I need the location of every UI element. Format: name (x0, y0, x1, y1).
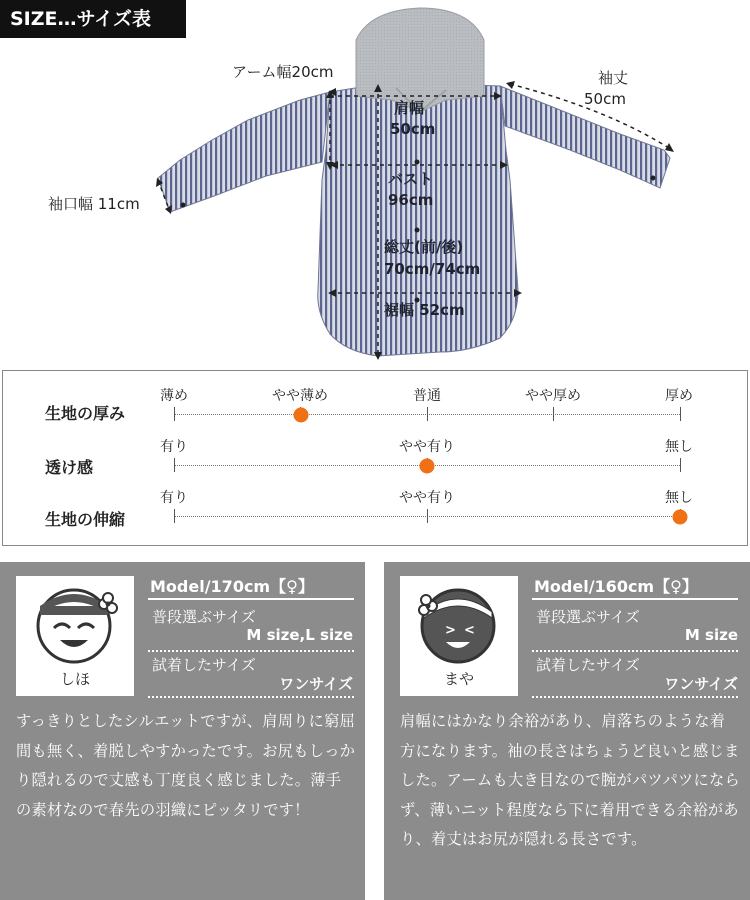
model-title: Model/170cm【♀】 (150, 577, 314, 596)
size-chart-section (0, 0, 750, 368)
thickness-indicator-dot (293, 408, 308, 423)
bust-label: バスト (388, 170, 434, 188)
hem-width-label: 裾幅 52cm (384, 301, 465, 319)
model-title: Model/160cm【♀】 (534, 577, 698, 596)
model-panel-maya (384, 562, 750, 900)
total-length-value: 70cm/74cm (384, 260, 481, 278)
model-name: しほ (59, 670, 90, 688)
usual-size-label: 普段選ぶサイズ (536, 608, 640, 626)
stretch-row-label: 生地の伸縮 (45, 510, 126, 529)
usual-size-value: M size (684, 626, 738, 644)
arm-width-label: アーム幅20cm (232, 63, 334, 81)
divider (532, 598, 738, 600)
sleeve-length-value: 50cm (584, 90, 626, 108)
scale-tick (427, 509, 428, 523)
scale-tick (680, 407, 681, 421)
stretch-scale-label: 無し (665, 490, 693, 506)
size-chart-header: SIZE…サイズ表 (0, 0, 186, 38)
sheerness-scale-label: やや有り (399, 439, 455, 455)
model-panel-shiho (0, 562, 365, 900)
thickness-row-label: 生地の厚み (45, 404, 126, 423)
model-comment: すっきりとしたシルエットですが、肩周りに窮屈間も無く、着脱しやすかったです。お尻もしっかり隠れるので丈感も丁度良く感じました。薄手の素材なので春先の羽織にピッタリです！ (16, 712, 356, 819)
stretch-scale-label: やや有り (399, 490, 455, 506)
total-length-label: 総丈(前/後) (384, 238, 464, 256)
stretch-scale-label: 有り (160, 490, 188, 506)
avatar (16, 576, 134, 696)
sheerness-scale-label: 有り (160, 439, 188, 455)
thickness-scale-label: 普通 (413, 388, 441, 404)
sheerness-indicator-dot (420, 459, 435, 474)
scale-tick (174, 458, 175, 472)
bust-value: 96cm (388, 191, 434, 209)
scale-tick (680, 458, 681, 472)
svg-text:<: < (464, 623, 475, 638)
thickness-scale-label: 厚め (665, 388, 693, 404)
scale-tick (174, 509, 175, 523)
sleeve-length-label: 袖丈 (598, 69, 629, 87)
divider (148, 696, 354, 698)
thickness-scale-label: 薄め (160, 388, 188, 404)
tried-size-value: ワンサイズ (664, 675, 738, 693)
usual-size-label: 普段選ぶサイズ (152, 608, 256, 626)
scale-tick (174, 407, 175, 421)
shoulder-width-label: 肩幅 (394, 99, 425, 117)
avatar (400, 576, 518, 696)
shoulder-width-value: 50cm (390, 120, 436, 138)
divider (148, 650, 354, 652)
usual-size-value: M size,L size (246, 626, 353, 644)
scale-tick (427, 407, 428, 421)
sheerness-row-label: 透け感 (45, 458, 94, 477)
thickness-scale-label: やや厚め (525, 388, 581, 404)
tried-size-label: 試着したサイズ (536, 656, 640, 674)
model-name: まや (443, 670, 474, 688)
divider (148, 598, 354, 600)
divider (532, 650, 738, 652)
fabric-properties-section (2, 370, 748, 546)
scale-tick (553, 407, 554, 421)
tried-size-value: ワンサイズ (279, 675, 353, 693)
model-comment: 肩幅にはかなり余裕があり、肩落ちのような着方になります。袖の長さはちょうど良いと感じました。アームも大き目なので腕がパツパツにならず、薄いニット程度なら下に着用できる余裕があり、着丈はお尻が隠れる長さです。 (400, 712, 740, 848)
thickness-scale-label: やや薄め (272, 388, 328, 404)
tried-size-label: 試着したサイズ (152, 656, 256, 674)
shirt-illustration (0, 0, 750, 368)
cuff-width-label: 袖口幅 11cm (48, 195, 140, 213)
svg-text:>: > (445, 623, 456, 638)
stretch-indicator-dot (673, 510, 688, 525)
divider (532, 696, 738, 698)
sheerness-scale-label: 無し (665, 439, 693, 455)
